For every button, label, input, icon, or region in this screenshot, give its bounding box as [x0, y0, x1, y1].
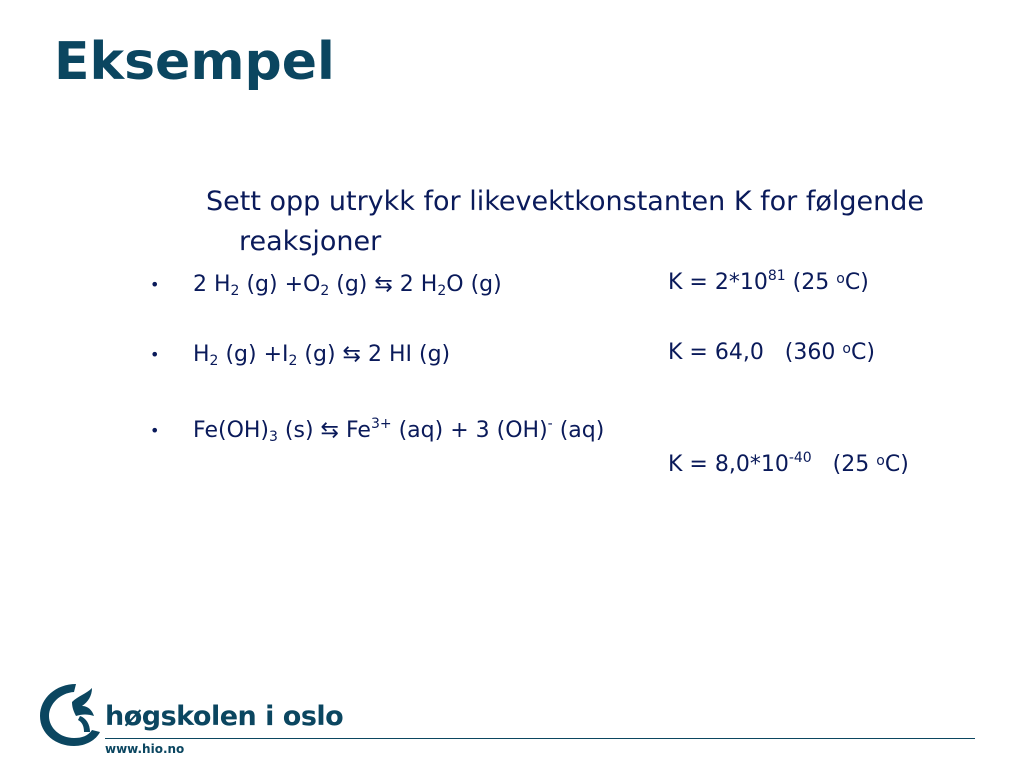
- footer-divider: [105, 738, 975, 739]
- equilibrium-constant-2: K = 64,0 (360 $^o$C): [668, 340, 875, 365]
- equation: $H_2$ $(g) +I_2$ (g) ⇆ 2 HI (g): [193, 342, 451, 369]
- bullet: •: [150, 421, 160, 440]
- intro-text: [206, 182, 986, 262]
- intro-line-2: reaksjoner: [239, 226, 382, 257]
- footer-url[interactable]: www.hio.no: [105, 742, 185, 756]
- logo-text: høgskolen i oslo: [105, 701, 344, 732]
- hio-logo-icon: [36, 676, 106, 748]
- equilibrium-constant-1: $K = 2*10^{81}$ (25 $^o$C): [668, 268, 869, 295]
- equation: $Fe(OH)_3$ (s) ⇆ $Fe^{3+}$ (aq) + 3 (OH)- (aq): [193, 416, 605, 445]
- equation: 2 $H_2$ $(g) +O_2$ (g) ⇆ 2 $H_2O$ (g): [193, 272, 502, 299]
- slide-title: Eksempel: [54, 32, 335, 92]
- equilibrium-constant-3: $K = 8,0*10^{-40}$ (25 $^o$C): [668, 450, 909, 477]
- bullet: •: [150, 275, 160, 294]
- bullet: •: [150, 345, 160, 364]
- intro-line-1: Sett opp utrykk for likevektkonstanten K for følgende: [206, 186, 924, 217]
